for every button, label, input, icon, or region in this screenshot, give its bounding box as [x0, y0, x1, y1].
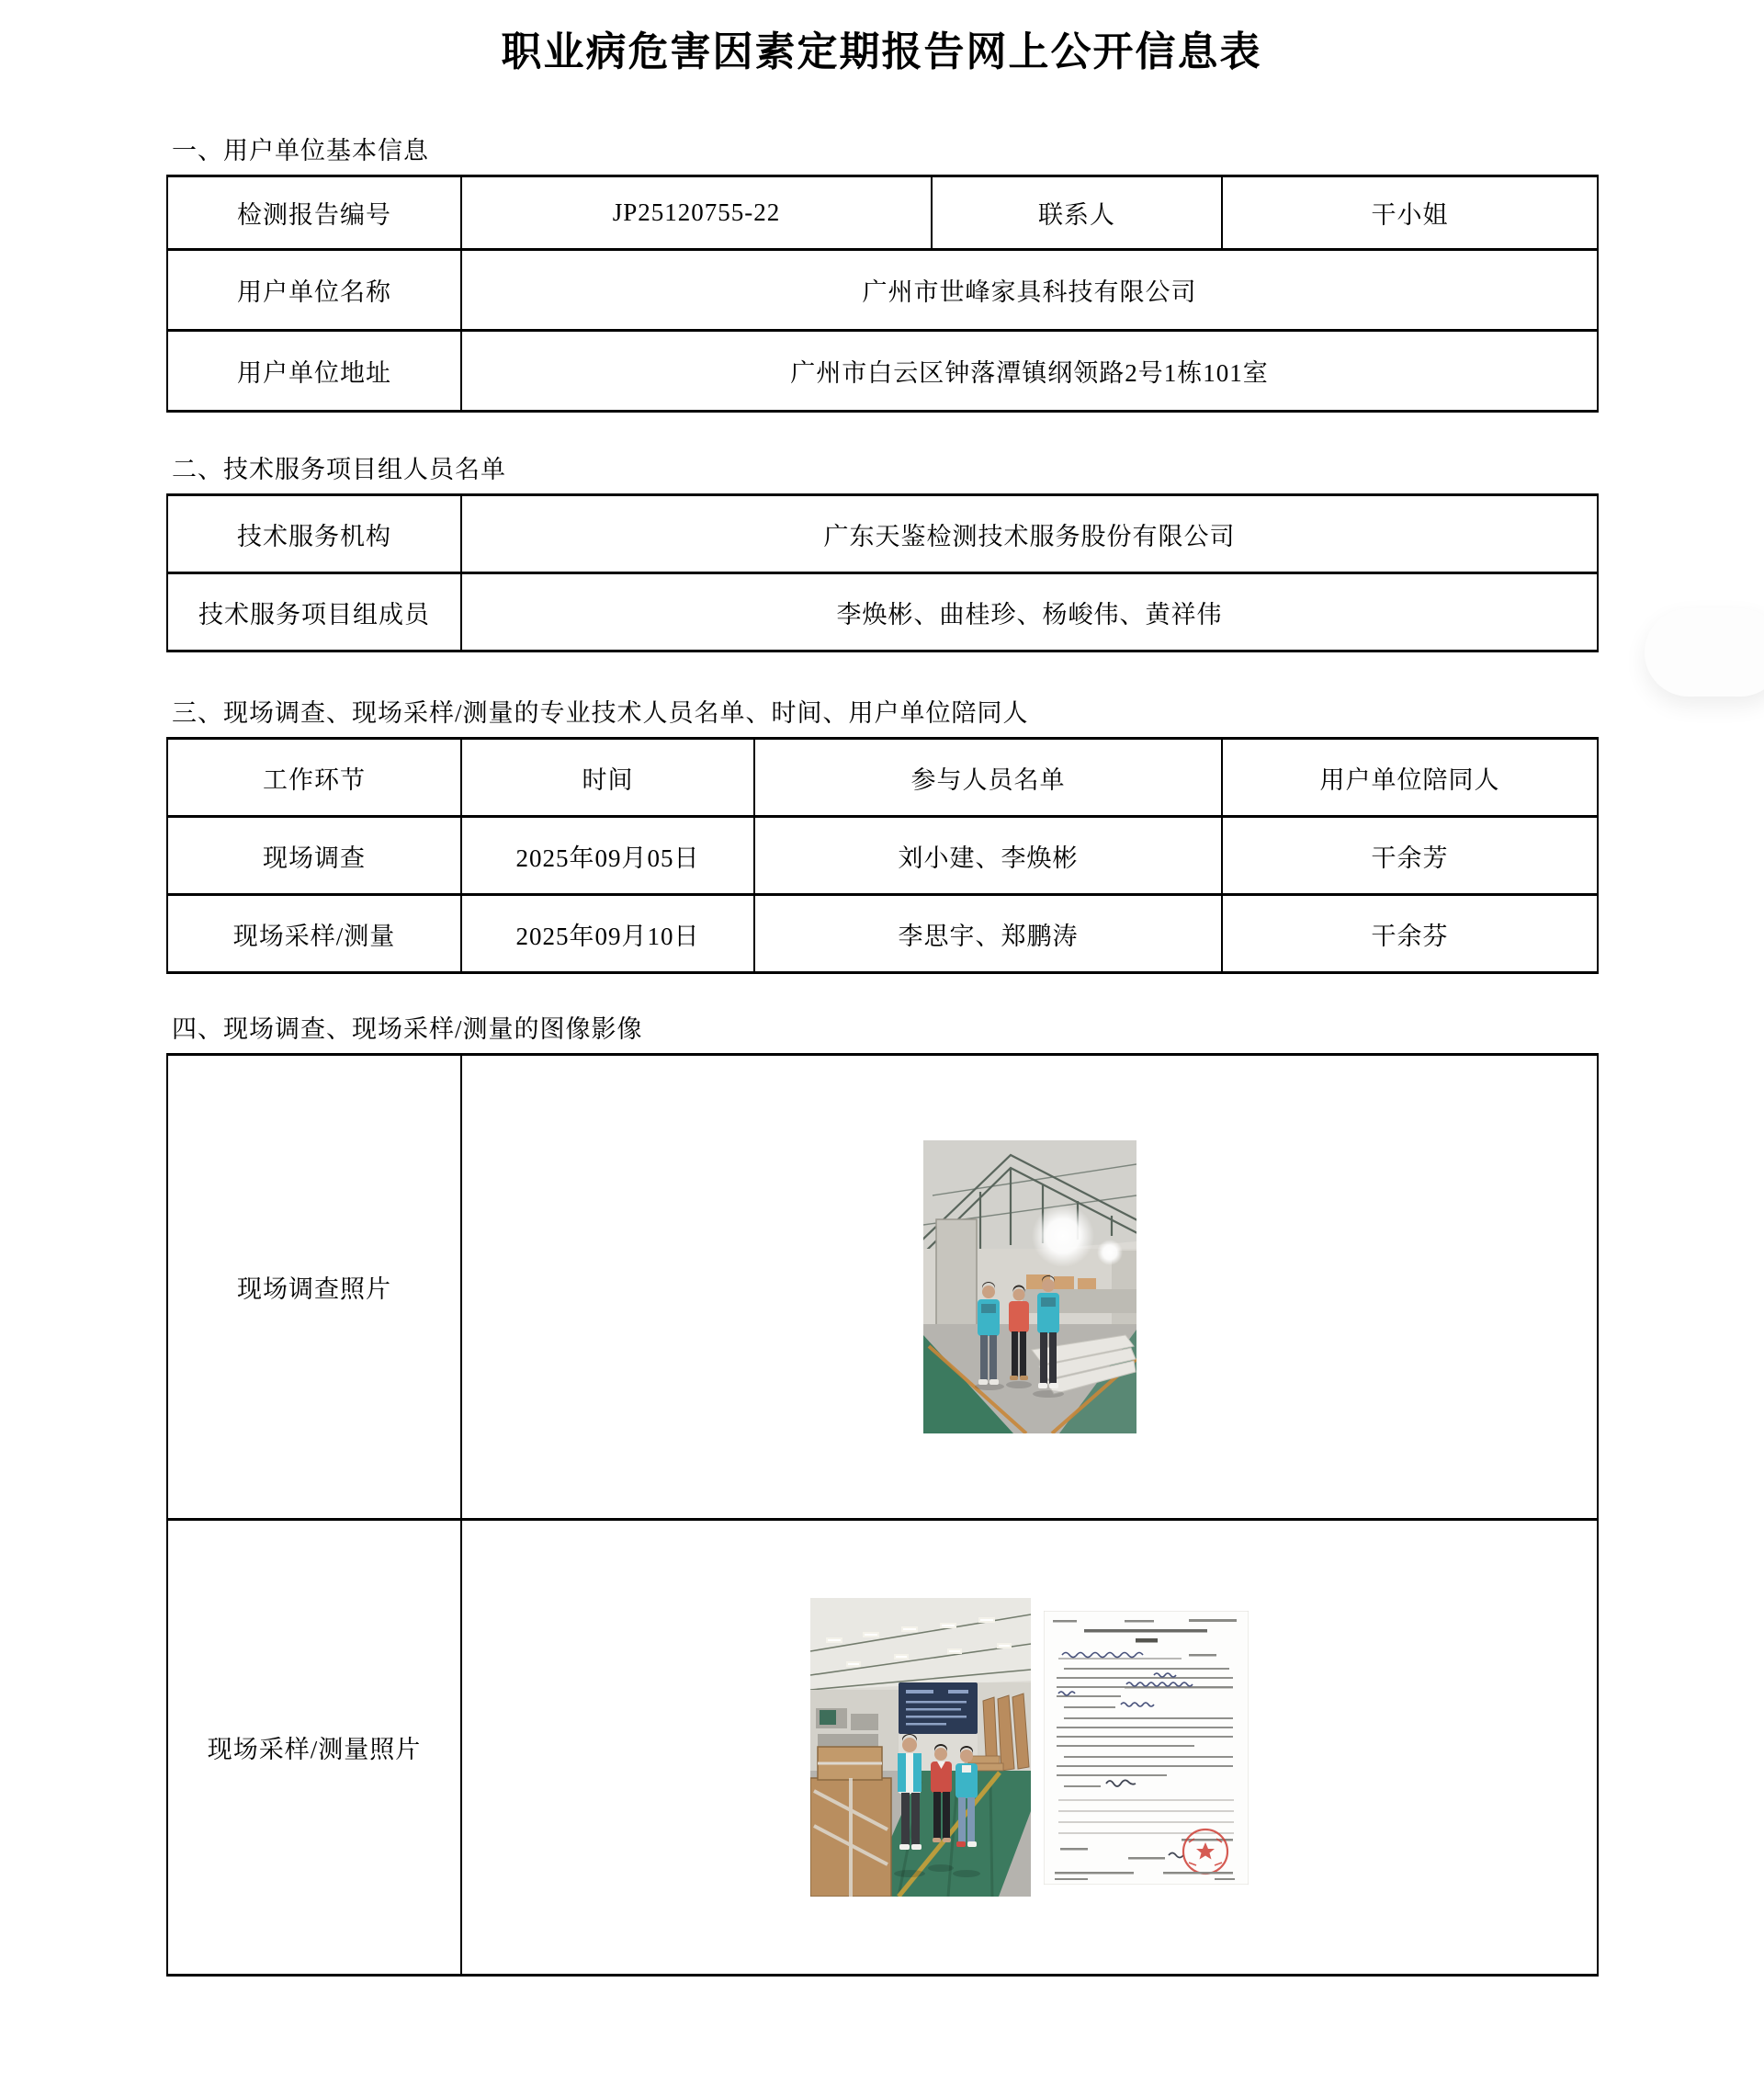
contact-label: 联系人: [932, 176, 1222, 250]
unit-name-value: 广州市世峰家具科技有限公司: [461, 250, 1598, 331]
report-no-label: 检测报告编号: [167, 176, 461, 250]
row2-participants: 李思宇、郑鹏涛: [754, 895, 1222, 973]
row2-date: 2025年09月10日: [461, 895, 754, 973]
team-members-label: 技术服务项目组成员: [167, 573, 461, 651]
sampling-photo-label: 现场采样/测量照片: [167, 1520, 461, 1976]
unit-addr-value: 广州市白云区钟落潭镇纲领路2号1栋101室: [461, 331, 1598, 412]
unit-addr-label: 用户单位地址: [167, 331, 461, 412]
floating-widget[interactable]: [1645, 608, 1764, 697]
table-row: [167, 573, 1598, 651]
sampling-photo: [810, 1598, 1031, 1897]
table-row: [167, 176, 1598, 250]
col-header-step: 工作环节: [167, 739, 461, 817]
service-org-label: 技术服务机构: [167, 495, 461, 573]
section2-heading: 二、技术服务项目组人员名单: [172, 456, 506, 483]
site-survey-photo: [923, 1140, 1136, 1433]
survey-photo-label: 现场调查照片: [167, 1055, 461, 1520]
page-title: 职业病危害因素定期报告网上公开信息表: [501, 29, 1262, 74]
statement-document-scan: [1044, 1611, 1249, 1885]
col-header-date: 时间: [461, 739, 754, 817]
team-members-value: 李焕彬、曲桂珍、杨峻伟、黄祥伟: [461, 573, 1598, 651]
row1-escort: 干余芳: [1222, 817, 1598, 895]
table-row: [167, 1520, 1598, 1976]
row1-step: 现场调查: [167, 817, 461, 895]
basic-info-table: [166, 175, 1599, 413]
contact-value: 干小姐: [1222, 176, 1598, 250]
photo-table: [166, 1053, 1599, 1977]
row2-escort: 干余芬: [1222, 895, 1598, 973]
service-org-value: 广东天鉴检测技术服务股份有限公司: [461, 495, 1598, 573]
survey-photo-cell: [461, 1055, 1598, 1520]
table-header-row: [167, 739, 1598, 817]
table-row: [167, 895, 1598, 973]
section4-heading: 四、现场调查、现场采样/测量的图像影像: [172, 1015, 643, 1043]
unit-name-label: 用户单位名称: [167, 250, 461, 331]
table-row: [167, 250, 1598, 331]
row1-date: 2025年09月05日: [461, 817, 754, 895]
section1-heading: 一、用户单位基本信息: [172, 137, 429, 164]
section3-heading: 三、现场调查、现场采样/测量的专业技术人员名单、时间、用户单位陪同人: [172, 699, 1029, 727]
site-work-table: [166, 737, 1599, 974]
table-row: [167, 1055, 1598, 1520]
table-row: [167, 331, 1598, 412]
table-row: [167, 495, 1598, 573]
row1-participants: 刘小建、李焕彬: [754, 817, 1222, 895]
col-header-participants: 参与人员名单: [754, 739, 1222, 817]
report-page: [166, 24, 1597, 1977]
sampling-photo-cell: [461, 1520, 1598, 1976]
table-row: [167, 817, 1598, 895]
service-team-table: [166, 493, 1599, 652]
col-header-escort: 用户单位陪同人: [1222, 739, 1598, 817]
report-no-value: JP25120755-22: [461, 176, 932, 250]
row2-step: 现场采样/测量: [167, 895, 461, 973]
